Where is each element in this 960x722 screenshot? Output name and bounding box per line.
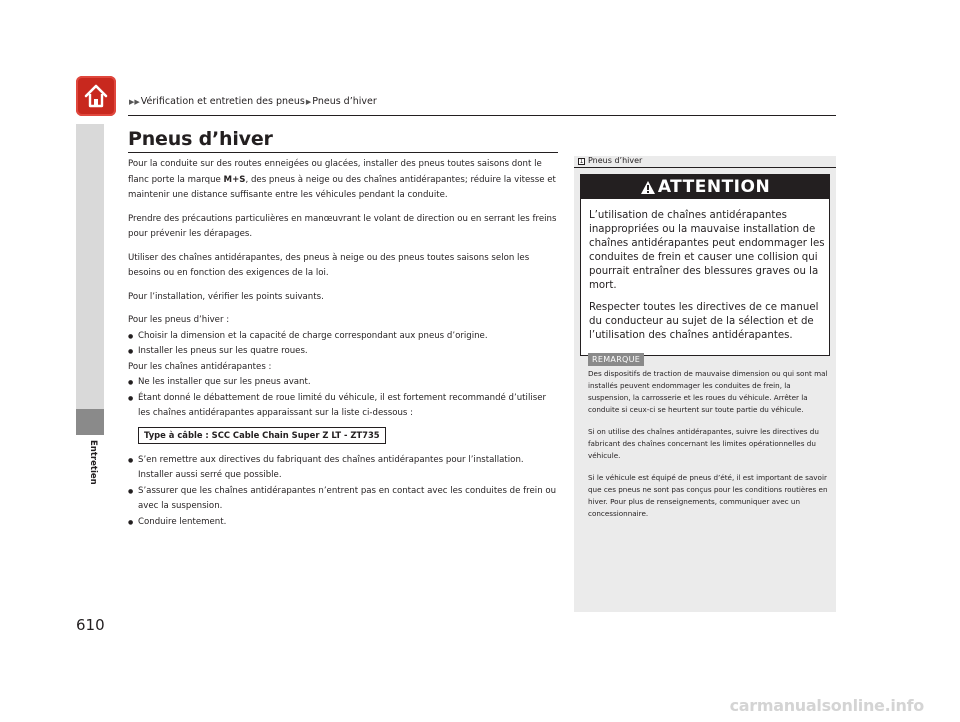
breadcrumb-arrow-icon: ▶▶ <box>129 98 140 106</box>
header-rule <box>128 115 836 116</box>
side-panel <box>574 156 836 612</box>
list-heading: Pour les chaînes antidérapantes : <box>128 361 272 372</box>
list-heading: Pour les pneus d’hiver : <box>128 315 230 325</box>
breadcrumb-arrow-icon: ▶ <box>305 98 312 106</box>
reference-number: 1 <box>579 158 584 165</box>
note-body <box>588 368 828 530</box>
breadcrumb-item[interactable]: Vérification et entretien des pneus <box>140 96 305 107</box>
list-item: ● Ne les installer que sur les pneus avant. <box>128 375 560 391</box>
note-paragraph: Des dispositifs de traction de mauvaise dimension ou qui sont mal installés peuvent endommager les conduites de frein, la suspension, la carrosserie et les roues du véhicule. Arrêter la conduite si ceux-ci se heurtent sur toute partie du véhicule. <box>588 369 828 414</box>
panel-reference-header[interactable] <box>574 156 836 168</box>
side-tab-bar <box>76 124 104 409</box>
page-title: Pneus d’hiver <box>128 128 273 150</box>
cable-chain-type-box: Type à câble : SCC Cable Chain Super Z LT - ZT735 <box>138 427 386 444</box>
paragraph: Prendre des précautions particulières en manœuvrant le volant de direction ou en serrant les freins pour prévenir les dérapages. <box>128 213 557 239</box>
warning-paragraph: L’utilisation de chaînes antidérapantes inappropriées ou la mauvaise installation de chaînes antidérapantes peut endommager les conduites de frein et causer une collision qui pourrait entraîner des blessures graves ou la mort. <box>589 210 825 291</box>
section-label: Entretien <box>88 440 98 485</box>
tire-marking: M+S <box>223 174 246 185</box>
breadcrumb-item[interactable]: Pneus d’hiver <box>312 96 377 107</box>
watermark: carmanualsonline.info <box>729 696 924 715</box>
home-icon <box>82 82 110 110</box>
page-number: 610 <box>76 616 105 634</box>
list-item: ● S’en remettre aux directives du fabriquant des chaînes antidérapantes pour l’installation. Installer aussi serré que possible. <box>128 453 560 484</box>
list-item: ● Étant donné le débattement de roue limité du véhicule, il est fortement recommandé d’utiliser les chaînes antidérapantes apparaissant sur la liste ci-dessous : <box>128 391 560 422</box>
warning-label: ATTENTION <box>657 177 771 197</box>
note-badge: REMARQUE <box>588 353 644 366</box>
paragraph: Pour la conduite sur des routes enneigées ou glacées, installer des pneus toutes saisons dont le flanc porte la marque M+S, des pneus à neige ou des chaînes antidérapantes; réduire la vitesse et maintenir une distance suffisante entre les véhicules pendant la conduite. <box>128 159 556 200</box>
side-tab-active[interactable] <box>76 409 104 435</box>
note-paragraph: Si on utilise des chaînes antidérapantes, suivre les directives du fabricant des chaînes concernant les limites opérationnelles du véhicule. <box>588 427 819 460</box>
warning-triangle-icon <box>640 180 656 195</box>
main-content <box>128 157 560 530</box>
list-item: ● S’assurer que les chaînes antidérapantes n’entrent pas en contact avec les conduites de frein ou avec la suspension. <box>128 484 560 515</box>
note-paragraph: Si le véhicule est équipé de pneus d’été, il est important de savoir que ces pneus ne sont pas conçus pour les conditions routières en hiver. Pour plus de renseignements, communiquer avec un concessionnaire. <box>588 473 828 518</box>
list-item: ● Conduire lentement. <box>128 515 560 531</box>
home-button[interactable] <box>76 76 116 116</box>
reference-title: Pneus d’hiver <box>588 156 643 165</box>
title-rule <box>128 152 558 153</box>
list-item: ● Installer les pneus sur les quatre roues. <box>128 344 560 360</box>
warning-box <box>580 174 830 356</box>
warning-body <box>589 209 825 351</box>
paragraph: Utiliser des chaînes antidérapantes, des pneus à neige ou des pneus toutes saisons selon les besoins ou en fonction des exigences de la loi. <box>128 252 530 278</box>
warning-header <box>581 175 829 199</box>
list-item: ● Choisir la dimension et la capacité de charge correspondant aux pneus d’origine. <box>128 329 560 345</box>
breadcrumb <box>128 96 377 107</box>
paragraph: Pour l’installation, vérifier les points suivants. <box>128 291 324 302</box>
warning-paragraph: Respecter toutes les directives de ce manuel du conducteur au sujet de la sélection et de l’utilisation des chaînes antidérapantes. <box>589 302 819 341</box>
